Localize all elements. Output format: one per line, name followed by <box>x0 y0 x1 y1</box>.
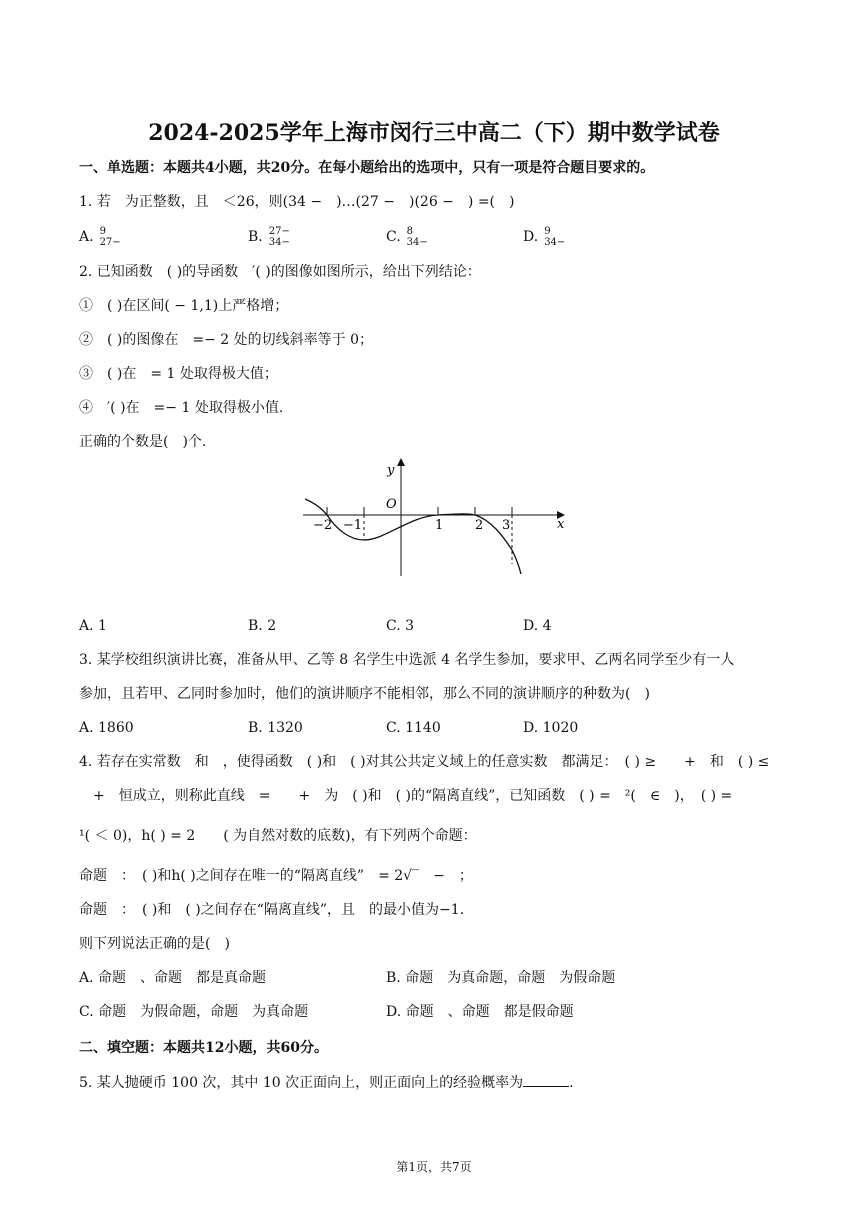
option-fraction <box>407 226 428 248</box>
tick-label-2: 2 <box>475 518 484 533</box>
q1-option-b <box>248 226 290 248</box>
q4-option-b: B. 命题 为真命题，命题 为假命题 <box>386 970 616 986</box>
fraction-denominator: 27− <box>99 237 121 248</box>
question-1-stem: 1. 若 为正整数，且 ＜26，则(34 − )…(27 − )(26 − ) =( ) <box>79 194 515 210</box>
exam-title: 2024-2025学年上海市闵行三中高二（下）期中数学试卷 <box>148 120 720 146</box>
q4-option-c: C. 命题 为假命题，命题 为真命题 <box>79 1004 309 1020</box>
derivative-curve <box>305 499 521 574</box>
section-heading-fill-in: 二、填空题：本题共12小题，共60分。 <box>79 1040 328 1056</box>
question-5-stem: 5. 某人抛硬币 100 次，其中 10 次正面向上，则正面向上的经验概率为 <box>79 1075 524 1091</box>
fraction-numerator: 8 <box>406 226 414 237</box>
question-2-stem: 2. 已知函数 ( )的导函数 ′( )的图像如图所示，给出下列结论： <box>79 264 481 280</box>
q2-conclusion-2: ② ( )的图像在 =− 2 处的切线斜率等于 0； <box>79 332 373 348</box>
tick-label-minus-1: −1 <box>343 518 363 533</box>
question-4-line-1: 4. 若存在实常数 和 ，使得函数 ( )和 ( )对其公共定义域上的任意实数 都满足： ( ) ≥ + 和 ( ) ≤ <box>79 754 770 770</box>
answer-blank <box>523 1072 569 1087</box>
q1-option-c <box>386 226 428 248</box>
q2-question: 正确的个数是( )个. <box>79 434 207 450</box>
tick-label-1: 1 <box>435 518 444 533</box>
q2-option-c: C. 3 <box>386 618 415 634</box>
y-axis-arrow <box>397 458 405 466</box>
origin-label: O <box>386 497 397 512</box>
section-heading-single-choice: 一、单选题：本题共4小题，共20分。在每小题给出的选项中，只有一项是符合题目要求的。 <box>79 160 655 176</box>
question-4-line-2: + 恒成立，则称此直线 = + 为 ( )和 ( )的“隔离直线”，已知函数 ( ) = ²( ∈ )， ( ) = <box>79 788 733 804</box>
q2-conclusion-1: ① ( )在区间( − 1,1)上严格增； <box>79 298 289 314</box>
x-axis-label: x <box>557 517 565 532</box>
q2-option-b: B. 2 <box>248 618 277 634</box>
q3-option-b: B. 1320 <box>248 720 303 736</box>
option-label: C. <box>386 229 401 245</box>
option-fraction <box>100 226 121 248</box>
q4-option-d: D. 命题 、命题 都是假命题 <box>386 1004 574 1020</box>
question-5 <box>79 1072 574 1093</box>
question-5-end: . <box>569 1075 574 1091</box>
fraction-denominator: 34− <box>268 237 290 248</box>
fraction-numerator: 27− <box>268 226 290 237</box>
tick-label-minus-2: −2 <box>313 518 333 533</box>
q3-option-d: D. 1020 <box>523 720 579 736</box>
q4-question: 则下列说法正确的是( ) <box>79 936 230 952</box>
fraction-denominator: 34− <box>406 237 428 248</box>
question-3-line-1: 3. 某学校组织演讲比赛，准备从甲、乙等 8 名学生中选派 4 名学生参加，要求甲、乙两名同学至少有一人 <box>79 652 735 668</box>
option-label: A. <box>79 229 94 245</box>
q3-option-a: A. 1860 <box>79 720 134 736</box>
derivative-graph <box>295 452 570 582</box>
y-axis-label: y <box>387 463 395 478</box>
question-3-line-2: 参加，且若甲、乙同时参加时，他们的演讲顺序不能相邻，那么不同的演讲顺序的种数为( ) <box>79 686 650 702</box>
option-label: B. <box>248 229 263 245</box>
q3-option-c: C. 1140 <box>386 720 441 736</box>
q2-option-d: D. 4 <box>523 618 552 634</box>
tick-label-3: 3 <box>502 518 511 533</box>
q2-option-a: A. 1 <box>79 618 107 634</box>
option-fraction <box>544 226 565 248</box>
option-fraction <box>269 226 290 248</box>
q4-proposition-2: 命题 ： ( )和 ( )之间存在“隔离直线”，且 的最小值为−1. <box>79 902 465 918</box>
fraction-numerator: 9 <box>544 226 551 237</box>
option-label: D. <box>523 229 539 245</box>
q4-proposition-1: 命题 ： ( )和h( )之间存在唯一的“隔离直线” = 2√‾ − ； <box>79 868 473 884</box>
fraction-denominator: 34− <box>544 237 566 248</box>
q1-option-a <box>79 226 121 248</box>
q2-conclusion-4: ④ ′( )在 =− 1 处取得极小值. <box>79 400 284 416</box>
q1-option-d <box>523 226 565 248</box>
q4-option-a: A. 命题 、命题 都是真命题 <box>79 970 267 986</box>
fraction-numerator: 9 <box>99 226 106 237</box>
question-4-line-3: ¹( ＜ 0)，h( ) = 2 ( 为自然对数的底数)，有下列两个命题： <box>79 828 477 844</box>
q2-conclusion-3: ③ ( )在 = 1 处取得极大值； <box>79 366 278 382</box>
page-footer: 第1页，共7页 <box>396 1160 472 1174</box>
